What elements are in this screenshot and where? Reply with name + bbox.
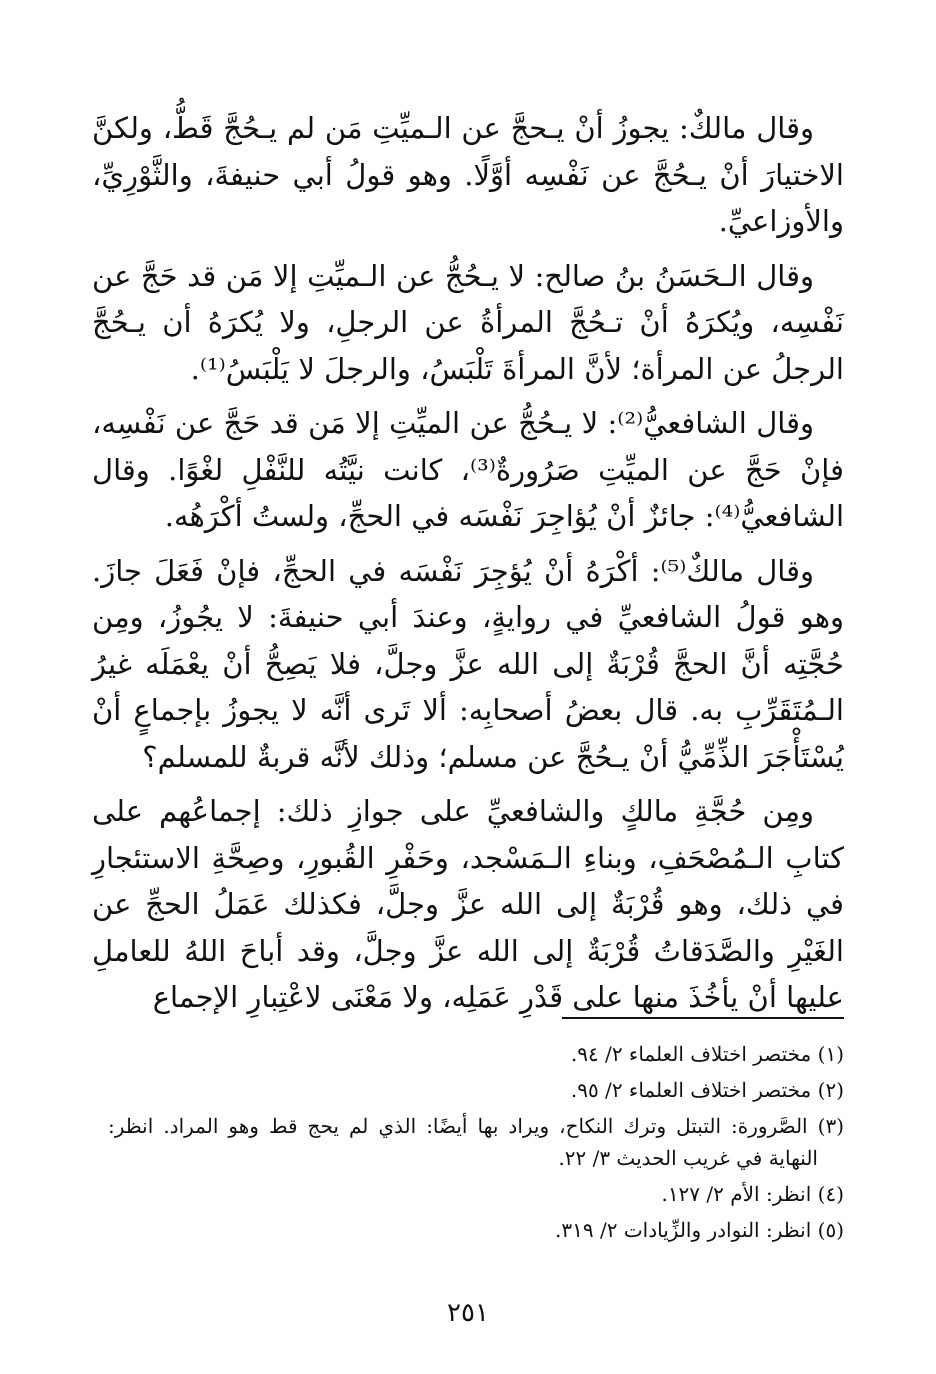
footnote-separator — [562, 1017, 844, 1019]
footnotes — [108, 1038, 844, 1250]
paragraph: وقال مالكٌ: يجوزُ أنْ يـحجَّ عن الـميِّتِ مَن لم يـحُجَّ قَطُّ، ولكنَّ الاختيارَ أنْ يـحُجَّ عن نَفْسِه أوَّلًا. وهو قولُ أبي حنيفةَ، والثَّوْرِيِّ، والأوزاعيِّ. — [92, 111, 844, 238]
paragraph: وقال الـحَسَنُ بنُ صالح: لا يـحُجُّ عن الـميِّتِ إلا مَن قد حَجَّ عن نَفْسِه، ويُكرَهُ أنْ تـحُجَّ المرأةُ عن الرجلِ، ولا يُكرَهُ أن يـحُجَّ الرجلُ عن المرأة؛ لأنَّ المرأةَ تَلْبَسُ، والرجلَ لا يَلْبَسُ⁽¹⁾. — [92, 258, 844, 386]
paragraph: وقال مالكٌ⁽⁵⁾: أكْرَهُ أنْ يُؤجِرَ نَفْسَه في الحجِّ، فإنْ فَعَلَ جازَ. وهو قولُ الشافعيِّ في روايةٍ، وعندَ أبي حنيفةَ: لا يجُوزُ، ومِن حُجَّتِه أنَّ الحجَّ قُرْبَةٌ إلى الله عزَّ وجلَّ، فلا يَصِحُّ أنْ يعْمَلَه غيرُ الـمُتَقَرِّبِ به. قال بعضُ أصحابِه: ألا تَرى أنَّه لا يجوزُ بإجماعٍ أنْ يُسْتَأْجَرَ الذِّمِّيُّ أنْ يـحُجَّ عن مسلم؛ وذلك لأنَّه قربةٌ للمسلم؟ — [92, 553, 844, 774]
paragraph: ومِن حُجَّةِ مالكٍ والشافعيِّ على جوازِ ذلك: إجماعُهم على كتابِ الـمُصْحَفِ، وبناءِ الـمَسْجد، وحَفْرِ القُبورِ، وصِحَّةِ الاستئجارِ في ذلك، وهو قُرْبَةٌ إلى الله عزَّ وجلَّ، فكذلك عَمَلُ الحجِّ عن الغَيْرِ والصَّدَقاتُ قُرْبَةٌ إلى الله عزَّ وجلَّ، وقد أباحَ اللهُ للعاملِ عليها أنْ يأخُذَ منها على قَدْرِ عَمَلِه، ولا مَعْنَى لاعْتِبارِ الإجماع — [92, 794, 844, 1014]
footnote-item: (٢) مختصر اختلاف العلماء ٢/ ٩٥. — [570, 1078, 844, 1102]
page-number: ٢٥١ — [447, 1298, 489, 1328]
footnote-item: (٤) انظر: الأم ٢/ ١٢٧. — [661, 1182, 844, 1206]
body-text — [92, 105, 844, 1021]
main-text-block — [92, 105, 844, 1029]
footnote-item: (١) مختصر اختلاف العلماء ٢/ ٩٤. — [570, 1042, 844, 1066]
paragraph: وقال الشافعيُّ⁽²⁾: لا يـحُجُّ عن الميِّتِ إلا مَن قد حَجَّ عن نَفْسِه، فإنْ حَجَّ عن الميِّتِ صَرُورةٌ⁽³⁾، كانت نيَّتُه للنَّفْلِ لغْوًا. وقال الشافعيُّ⁽⁴⁾: جائزٌ أنْ يُؤاجِرَ نَفْسَه في الحجِّ، ولستُ أكْرَهُه. — [92, 406, 844, 533]
footnote-item: (٥) انظر: النوادر والزِّيادات ٢/ ٣١٩. — [555, 1218, 844, 1242]
footnote-item: (٣) الصَّرورة: التبتل وترك النكاح، ويراد بها أيضًا: الذي لم يحج قط وهو المراد. انظر: النهاية في غريب الحديث ٣/ ٢٢. — [108, 1114, 844, 1170]
